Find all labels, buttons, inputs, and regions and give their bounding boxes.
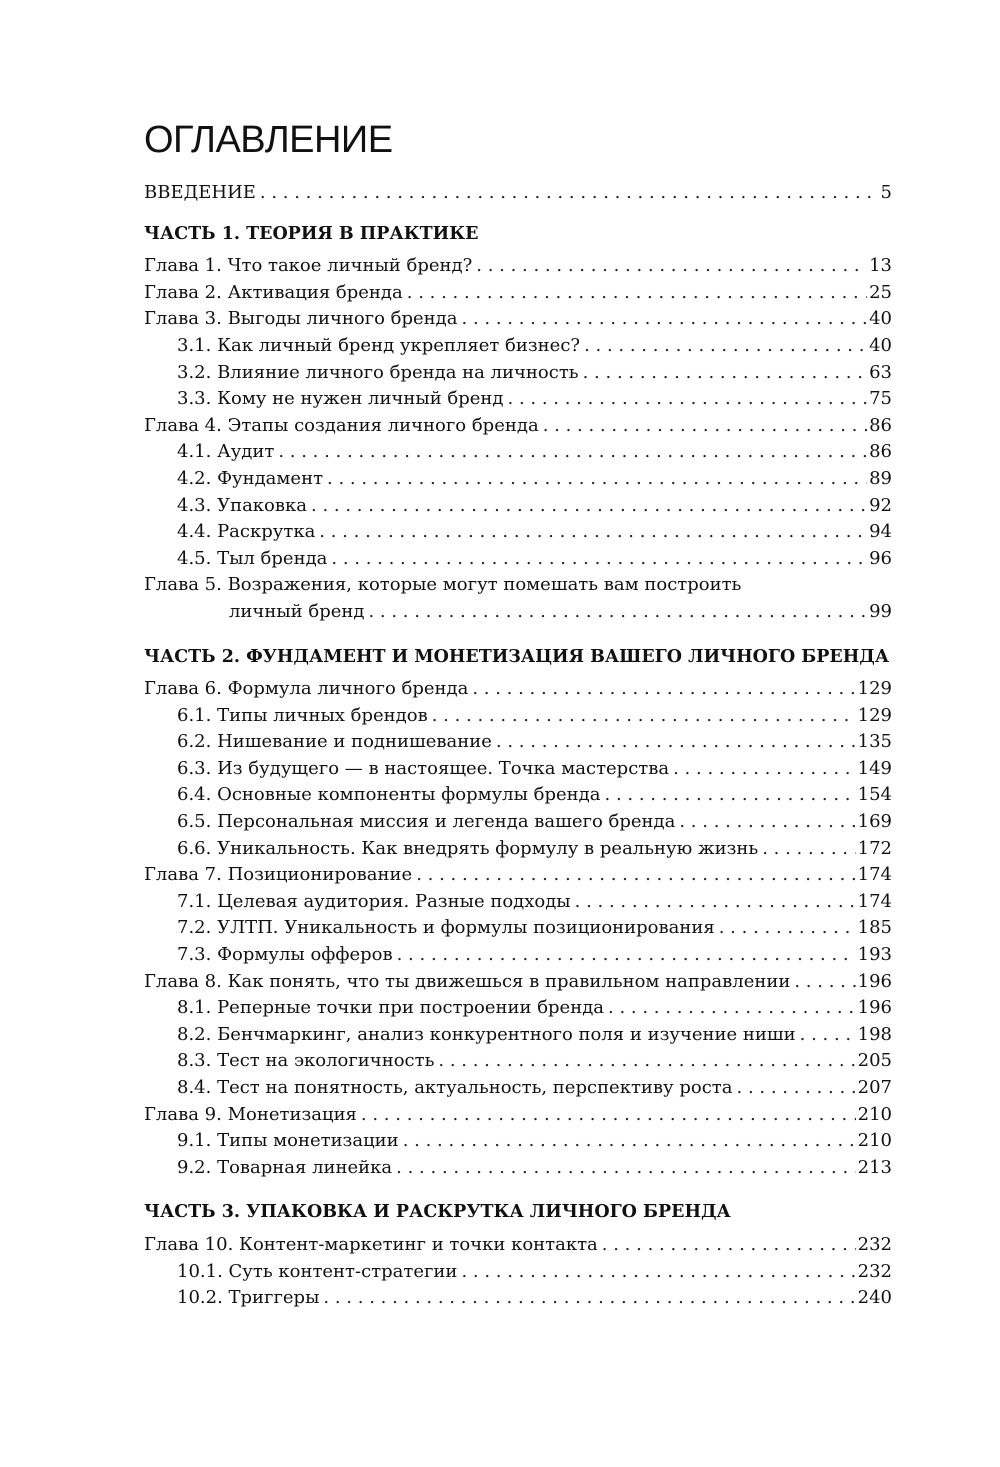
toc-entry-chapter[interactable] (144, 413, 892, 440)
toc-entry-label: 4.1. Аудит (177, 441, 275, 463)
toc-entry-page: 13 (869, 255, 892, 277)
toc-entry-label: Глава 5. Возражения, которые могут помешать вам построить (144, 574, 742, 596)
toc-entry-page: 154 (857, 784, 892, 806)
toc-entry-page: 185 (857, 917, 892, 939)
dot-leader (476, 253, 867, 280)
toc-entry-chapter[interactable] (144, 676, 892, 703)
dot-leader (331, 546, 867, 573)
toc-entry-page: 40 (869, 308, 892, 330)
toc-entry-label: 3.3. Кому не нужен личный бренд (177, 388, 504, 410)
toc-entry-section[interactable] (144, 439, 892, 466)
toc-parts (144, 221, 892, 1312)
page-title: ОГЛАВЛЕНИЕ (144, 119, 393, 161)
toc-entry-page: 75 (869, 388, 892, 410)
toc-entry-section[interactable] (144, 1128, 892, 1155)
toc-entry-page: 205 (857, 1050, 892, 1072)
dot-leader (719, 915, 856, 942)
dot-leader (584, 333, 867, 360)
toc-entry-label: 8.3. Тест на экологичность (177, 1050, 435, 1072)
toc-entry-section[interactable] (144, 519, 892, 546)
dot-leader (800, 1022, 856, 1049)
toc-entry-chapter[interactable] (144, 253, 892, 280)
toc-entry-page: 210 (857, 1130, 892, 1152)
toc-entry-page: 99 (869, 600, 892, 622)
toc-entry-section[interactable] (144, 729, 892, 756)
part-spacer (144, 1181, 892, 1199)
dot-leader (737, 1075, 856, 1102)
toc-entry-section[interactable] (144, 809, 892, 836)
toc-entry-chapter[interactable] (144, 572, 892, 599)
dot-leader (327, 466, 867, 493)
dot-leader (462, 306, 868, 333)
toc-entry-label: 6.4. Основные компоненты формулы бренда (177, 784, 601, 806)
toc-entry-section[interactable] (144, 836, 892, 863)
toc-entry-page: 174 (857, 864, 892, 886)
toc-entry-section[interactable] (144, 546, 892, 573)
dot-leader (543, 413, 867, 440)
toc-entry-label: 4.3. Упаковка (177, 494, 308, 516)
toc-entry-section[interactable] (144, 1075, 892, 1102)
part-spacer (144, 626, 892, 644)
toc-entry-section[interactable] (144, 360, 892, 387)
toc-entry-label: 9.2. Товарная линейка (177, 1156, 393, 1178)
toc-entry-page: 135 (857, 731, 892, 753)
toc-entry-label: личный бренд (229, 600, 365, 622)
toc-entry-label: 7.1. Целевая аудитория. Разные подходы (177, 890, 571, 912)
toc-page (144, 118, 892, 1312)
toc-entry-page: 25 (869, 281, 892, 303)
toc-entry-section[interactable] (144, 889, 892, 916)
toc-entry-section[interactable] (144, 942, 892, 969)
toc-entry-page: 96 (869, 547, 892, 569)
toc-entry-label: Глава 8. Как понять, что ты движешься в правильном направлении (144, 970, 791, 992)
toc-entry-page: 63 (869, 361, 892, 383)
toc-entry-section[interactable] (144, 1259, 892, 1286)
dot-leader (311, 493, 867, 520)
toc-entry-label: Глава 6. Формула личного бренда (144, 678, 469, 700)
toc-entry-section[interactable] (144, 782, 892, 809)
dot-leader (397, 942, 856, 969)
dot-leader (794, 969, 855, 996)
toc-entry-label: 3.2. Влияние личного бренда на личность (177, 361, 579, 383)
toc-entry-page: 193 (857, 944, 892, 966)
toc-entry-section[interactable] (144, 1155, 892, 1182)
dot-leader (762, 836, 855, 863)
toc-entry-chapter[interactable] (144, 862, 892, 889)
toc-entry-page: 94 (869, 521, 892, 543)
toc-entry-page: 5 (880, 182, 892, 203)
toc-entry-page: 232 (857, 1260, 892, 1282)
toc-entry-page: 196 (857, 997, 892, 1019)
toc-entry-label: Глава 4. Этапы создания личного бренда (144, 414, 539, 436)
toc-entry-page: 129 (857, 704, 892, 726)
toc-entry-page: 129 (857, 678, 892, 700)
toc-entry-label: 8.1. Реперные точки при построении бренда (177, 997, 605, 1019)
toc-entry-chapter[interactable] (144, 969, 892, 996)
toc-entry-page: 213 (857, 1156, 892, 1178)
toc-entry-label: 4.2. Фундамент (177, 467, 324, 489)
toc-entry-label: 9.1. Типы монетизации (177, 1130, 399, 1152)
toc-entry-section[interactable] (144, 703, 892, 730)
dot-leader (673, 756, 856, 783)
dot-leader (438, 1048, 855, 1075)
toc-entry-intro[interactable] (144, 180, 892, 207)
toc-entry-label: 6.5. Персональная миссия и легенда вашего бренда (177, 811, 676, 833)
dot-leader (608, 995, 856, 1022)
toc-entry-section[interactable] (144, 1022, 892, 1049)
toc-entry-page: 207 (857, 1077, 892, 1098)
toc-entry-label: 6.1. Типы личных брендов (177, 704, 428, 726)
part-heading: ЧАСТЬ 3. УПАКОВКА И РАСКРУТКА ЛИЧНОГО БРЕНДА (144, 1202, 731, 1223)
toc-entry-page: 240 (857, 1287, 892, 1309)
dot-leader (319, 519, 867, 546)
toc-entry-section[interactable] (144, 756, 892, 783)
toc-entry-page: 196 (857, 970, 892, 992)
toc-entry-page: 174 (857, 890, 892, 912)
dot-leader (403, 1128, 856, 1155)
toc-entry-page: 210 (857, 1103, 892, 1125)
dot-leader (602, 1232, 856, 1259)
dot-leader (396, 1155, 855, 1182)
toc-entry-section[interactable] (144, 995, 892, 1022)
toc-entry-label: 4.5. Тыл бренда (177, 547, 328, 569)
dot-leader (508, 386, 868, 413)
toc-entry-label: ВВЕДЕНИЕ (144, 182, 256, 203)
toc-entry-page: 232 (857, 1233, 892, 1255)
dot-leader (260, 180, 879, 207)
dot-leader (278, 439, 867, 466)
toc-entry-label: 7.2. УЛТП. Уникальность и формулы позиционирования (177, 917, 715, 939)
dot-leader (679, 809, 855, 836)
toc-entry-label: Глава 1. Что такое личный бренд? (144, 255, 473, 277)
toc-entry-chapter[interactable] (144, 280, 892, 307)
toc-entry-section[interactable] (144, 333, 892, 360)
toc-entry-chapter[interactable] (144, 1232, 892, 1259)
toc-entry-chapter[interactable] (144, 306, 892, 333)
toc-entry-label: Глава 2. Активация бренда (144, 281, 403, 303)
toc-entry-page: 86 (869, 414, 892, 436)
toc-entry-label: Глава 9. Монетизация (144, 1103, 357, 1125)
toc-entry-label: 8.2. Бенчмаркинг, анализ конкурентного поля и изучение ниши (177, 1023, 796, 1045)
toc-entry-section[interactable] (144, 466, 892, 493)
toc-entry-label: 6.3. Из будущего — в настоящее. Точка мастерства (177, 757, 670, 779)
toc-entry-label: 6.2. Нишевание и поднишевание (177, 731, 492, 753)
dot-leader (575, 889, 856, 916)
toc-entry-section[interactable] (144, 915, 892, 942)
toc-entry-label: 4.4. Раскрутка (177, 521, 316, 543)
dot-leader (472, 676, 855, 703)
part-heading: ЧАСТЬ 2. ФУНДАМЕНТ И МОНЕТИЗАЦИЯ ВАШЕГО ЛИЧНОГО БРЕНДА (144, 646, 890, 667)
toc-entry-section[interactable] (144, 1048, 892, 1075)
toc-entry-page: 198 (857, 1023, 892, 1045)
dot-leader (461, 1259, 855, 1286)
toc-entry-page: 40 (869, 334, 892, 356)
toc-entry-label: 6.6. Уникальность. Как внедрять формулу в реальную жизнь (177, 837, 759, 859)
toc-entry-page: 86 (869, 441, 892, 463)
toc-entry-label: Глава 10. Контент-маркетинг и точки контакта (144, 1233, 598, 1255)
toc-entry-section[interactable] (144, 493, 892, 520)
toc-entry-section[interactable] (144, 386, 892, 413)
toc-entry-label: Глава 3. Выгоды личного бренда (144, 308, 458, 330)
dot-leader (361, 1102, 856, 1129)
table-of-contents (144, 180, 892, 1312)
toc-entry-page: 92 (869, 494, 892, 516)
toc-entry-label: 8.4. Тест на понятность, актуальность, перспективу роста (177, 1077, 733, 1098)
dot-leader (416, 862, 855, 889)
part-heading: ЧАСТЬ 1. ТЕОРИЯ В ПРАКТИКЕ (144, 223, 479, 244)
toc-entry-label: 7.3. Формулы офферов (177, 944, 393, 966)
toc-entry-label: 10.1. Суть контент-стратегии (177, 1260, 458, 1282)
toc-entry-label: Глава 7. Позиционирование (144, 864, 413, 886)
dot-leader (496, 729, 856, 756)
dot-leader (407, 280, 867, 307)
toc-entry-section[interactable] (144, 1285, 892, 1312)
toc-entry-page: 89 (869, 467, 892, 489)
toc-entry-section[interactable] (144, 599, 892, 626)
toc-entry-page: 172 (857, 837, 892, 859)
toc-entry-page: 169 (857, 811, 892, 833)
toc-entry-chapter[interactable] (144, 1102, 892, 1129)
dot-leader (323, 1285, 855, 1312)
dot-leader (368, 599, 867, 626)
toc-entry-label: 3.1. Как личный бренд укрепляет бизнес? (177, 334, 581, 356)
dot-leader (583, 360, 867, 387)
toc-entry-page: 149 (857, 757, 892, 779)
dot-leader (605, 782, 856, 809)
toc-entry-label: 10.2. Триггеры (177, 1287, 320, 1309)
dot-leader (432, 703, 856, 730)
